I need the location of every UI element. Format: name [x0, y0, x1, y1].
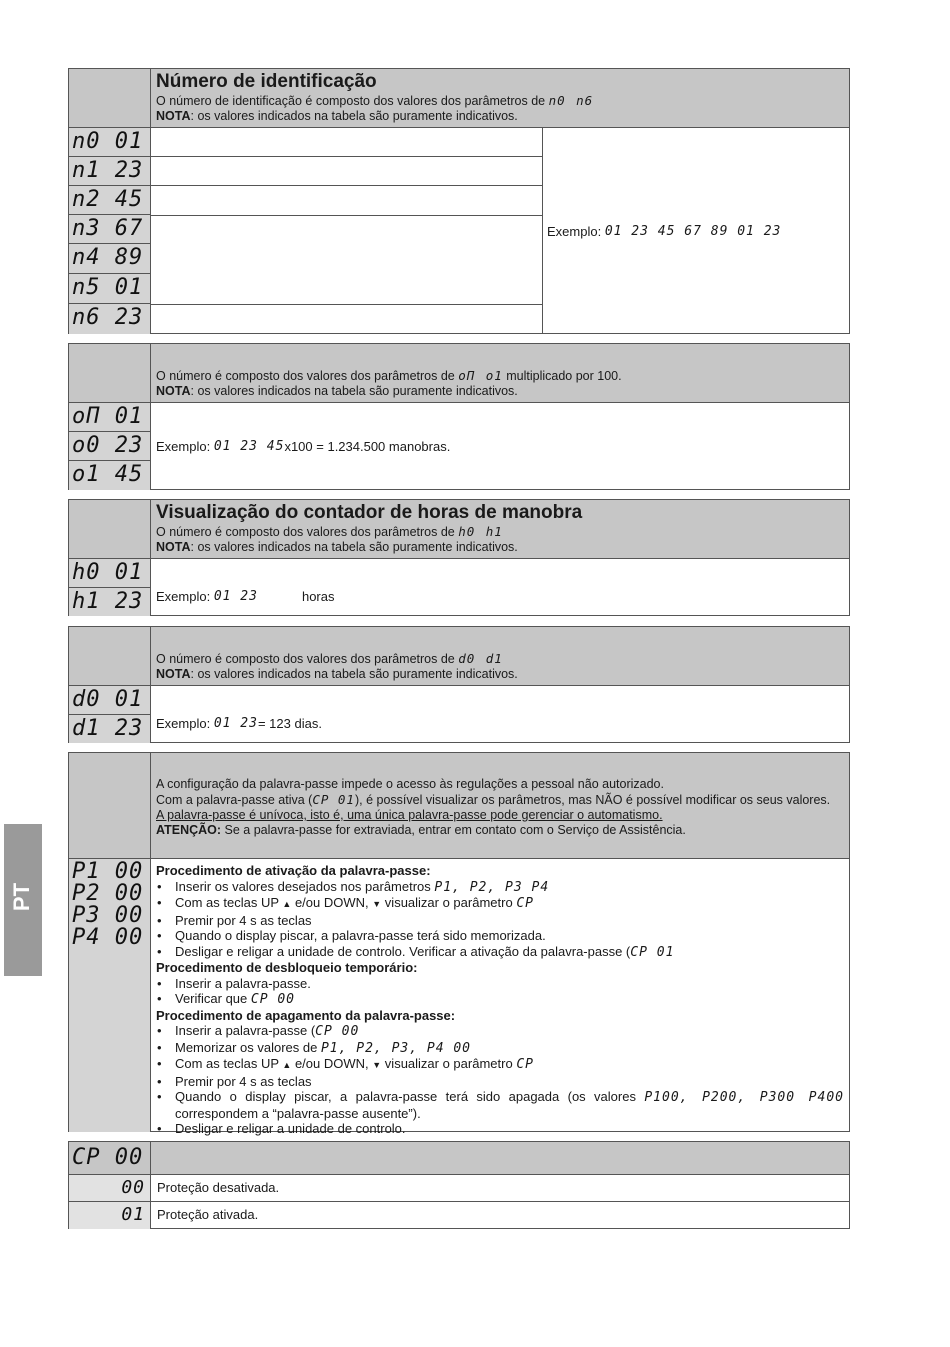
protection-enabled-label: Proteção ativada. [157, 1207, 259, 1222]
param-code: d0 01 [69, 686, 150, 715]
protection-header [69, 1142, 849, 1175]
identification-header [69, 69, 849, 128]
param-code: P1 00 [72, 859, 144, 884]
up-arrow-icon: ▲ [282, 1060, 292, 1070]
password-intro-active: Com a palavra-passe ativa (CP 01), é possível visualizar os parâmetros, mas NÃO é possível modificar os seus valores. [156, 792, 831, 807]
identification-example: Exemplo: 01 23 45 67 89 01 23 [547, 223, 782, 239]
password-procedures [151, 859, 849, 1136]
hours-header [69, 500, 849, 559]
maneuvers-example: Exemplo: 01 23 45 x100 = 1.234.500 manobras. [156, 439, 451, 454]
delete-heading: Procedimento de apagamento da palavra-passe: [156, 1007, 456, 1023]
language-tab-label: PT [9, 882, 35, 912]
password-unique-note: A palavra-passe é unívoca, isto é, uma única palavra-passe pode gerenciar o automatismo. [156, 808, 663, 822]
identification-title: Número de identificação [156, 71, 377, 92]
param-code: n2 45 [69, 186, 150, 215]
password-intro: A configuração da palavra-passe impede o acesso às regulações a pessoal não autorizado. [156, 777, 664, 791]
param-code: n6 23 [72, 305, 144, 330]
up-arrow-icon: ▲ [282, 899, 292, 909]
param-code: n5 01 [69, 274, 150, 304]
identification-table [68, 68, 850, 334]
param-code: o1 45 [72, 462, 144, 487]
hours-description: O número é composto dos valores dos parâmetros de h0 h1 [156, 524, 503, 539]
identification-codes [69, 128, 151, 334]
param-code: CP 00 [72, 1145, 144, 1170]
param-code: n1 23 [69, 157, 150, 186]
hours-note: NOTA: os valores indicados na tabela são puramente indicativos. [156, 540, 518, 554]
hours-table [68, 499, 850, 616]
identification-blank-cells [151, 128, 543, 334]
days-description: O número é composto dos valores dos parâmetros de d0 d1 [156, 651, 503, 666]
days-table [68, 626, 850, 743]
param-code: o0 23 [69, 432, 150, 461]
password-attention: ATENÇÃO: Se a palavra-passe for extraviada, entrar em contato com o Serviço de Assistência. [156, 823, 686, 837]
list-item: • Com as teclas UP ▲ e/ou DOWN, ▼ visualizar o parâmetro CP [175, 1056, 844, 1074]
param-code: h0 01 [69, 559, 150, 588]
value-code: 01 [121, 1204, 145, 1225]
table-row [69, 1175, 849, 1202]
activation-steps [156, 879, 844, 961]
param-code: d1 23 [72, 716, 144, 741]
param-code: n3 67 [69, 215, 150, 244]
days-note: NOTA: os valores indicados na tabela são puramente indicativos. [156, 667, 518, 681]
list-item: • Verificar que CP 00 [175, 991, 844, 1008]
list-item: • Inserir a palavra-passe. [175, 976, 844, 992]
days-codes [69, 686, 151, 743]
list-item: • Quando o display piscar, a palavra-passe terá sido apagada (os valores P100, P200, P300 P400 correspondem a “palavra-passe ausente”). [175, 1089, 844, 1121]
delete-steps [156, 1023, 844, 1137]
list-item: • Inserir a palavra-passe (CP 00 [175, 1023, 844, 1040]
hours-title: Visualização do contador de horas de manobra [156, 502, 583, 523]
param-code: P2 00 [72, 881, 144, 906]
password-codes [69, 859, 151, 1132]
down-arrow-icon: ▼ [372, 1060, 382, 1070]
list-item: • Premir por 4 s as teclas [175, 913, 844, 929]
down-arrow-icon: ▼ [372, 899, 382, 909]
param-code: h1 23 [72, 589, 144, 614]
maneuvers-note: NOTA: os valores indicados na tabela são puramente indicativos. [156, 384, 518, 398]
days-example: Exemplo: 01 23 = 123 dias. [156, 716, 322, 731]
value-code: 00 [121, 1177, 145, 1198]
unlock-heading: Procedimento de desbloqueio temporário: [156, 960, 418, 975]
list-item: • Desligar e religar a unidade de controlo. Verificar a ativação da palavra-passe (CP 01 [175, 944, 844, 961]
hours-example: Exemplo: 01 23 horas [156, 589, 335, 604]
list-item: • Premir por 4 s as teclas [175, 1074, 844, 1090]
list-item: • Memorizar os valores de P1, P2, P3, P4 00 [175, 1040, 844, 1057]
maneuvers-table [68, 343, 850, 490]
maneuvers-header [69, 344, 849, 403]
protection-disabled-label: Proteção desativada. [157, 1180, 280, 1195]
maneuvers-codes [69, 403, 151, 490]
param-code: n0 01 [69, 128, 150, 157]
param-code: oΠ 01 [69, 403, 150, 432]
table-row [69, 1202, 849, 1229]
unlock-steps [156, 976, 844, 1008]
param-code: P3 00 [72, 903, 144, 928]
list-item: • Quando o display piscar, a palavra-passe terá sido memorizada. [175, 928, 844, 944]
password-table [68, 752, 850, 1136]
maneuvers-description: O número é composto dos valores dos parâmetros de oΠ o1 multiplicado por 100. [156, 368, 622, 383]
password-header [69, 753, 849, 859]
language-tab [4, 824, 42, 976]
identification-description: O número de identificação é composto dos valores dos parâmetros de n0 n6 [156, 93, 594, 108]
days-header [69, 627, 849, 686]
protection-table [68, 1141, 850, 1229]
activation-heading: Procedimento de ativação da palavra-passe: [156, 863, 431, 878]
list-item: • Desligar e religar a unidade de controlo. [175, 1121, 844, 1137]
list-item: • Com as teclas UP ▲ e/ou DOWN, ▼ visualizar o parâmetro CP [175, 895, 844, 913]
param-code: n4 89 [69, 244, 150, 274]
identification-note: NOTA: os valores indicados na tabela são puramente indicativos. [156, 109, 518, 123]
list-item: • Inserir os valores desejados nos parâmetros P1, P2, P3 P4 [175, 879, 844, 896]
param-code: P4 00 [72, 925, 144, 950]
hours-codes [69, 559, 151, 616]
